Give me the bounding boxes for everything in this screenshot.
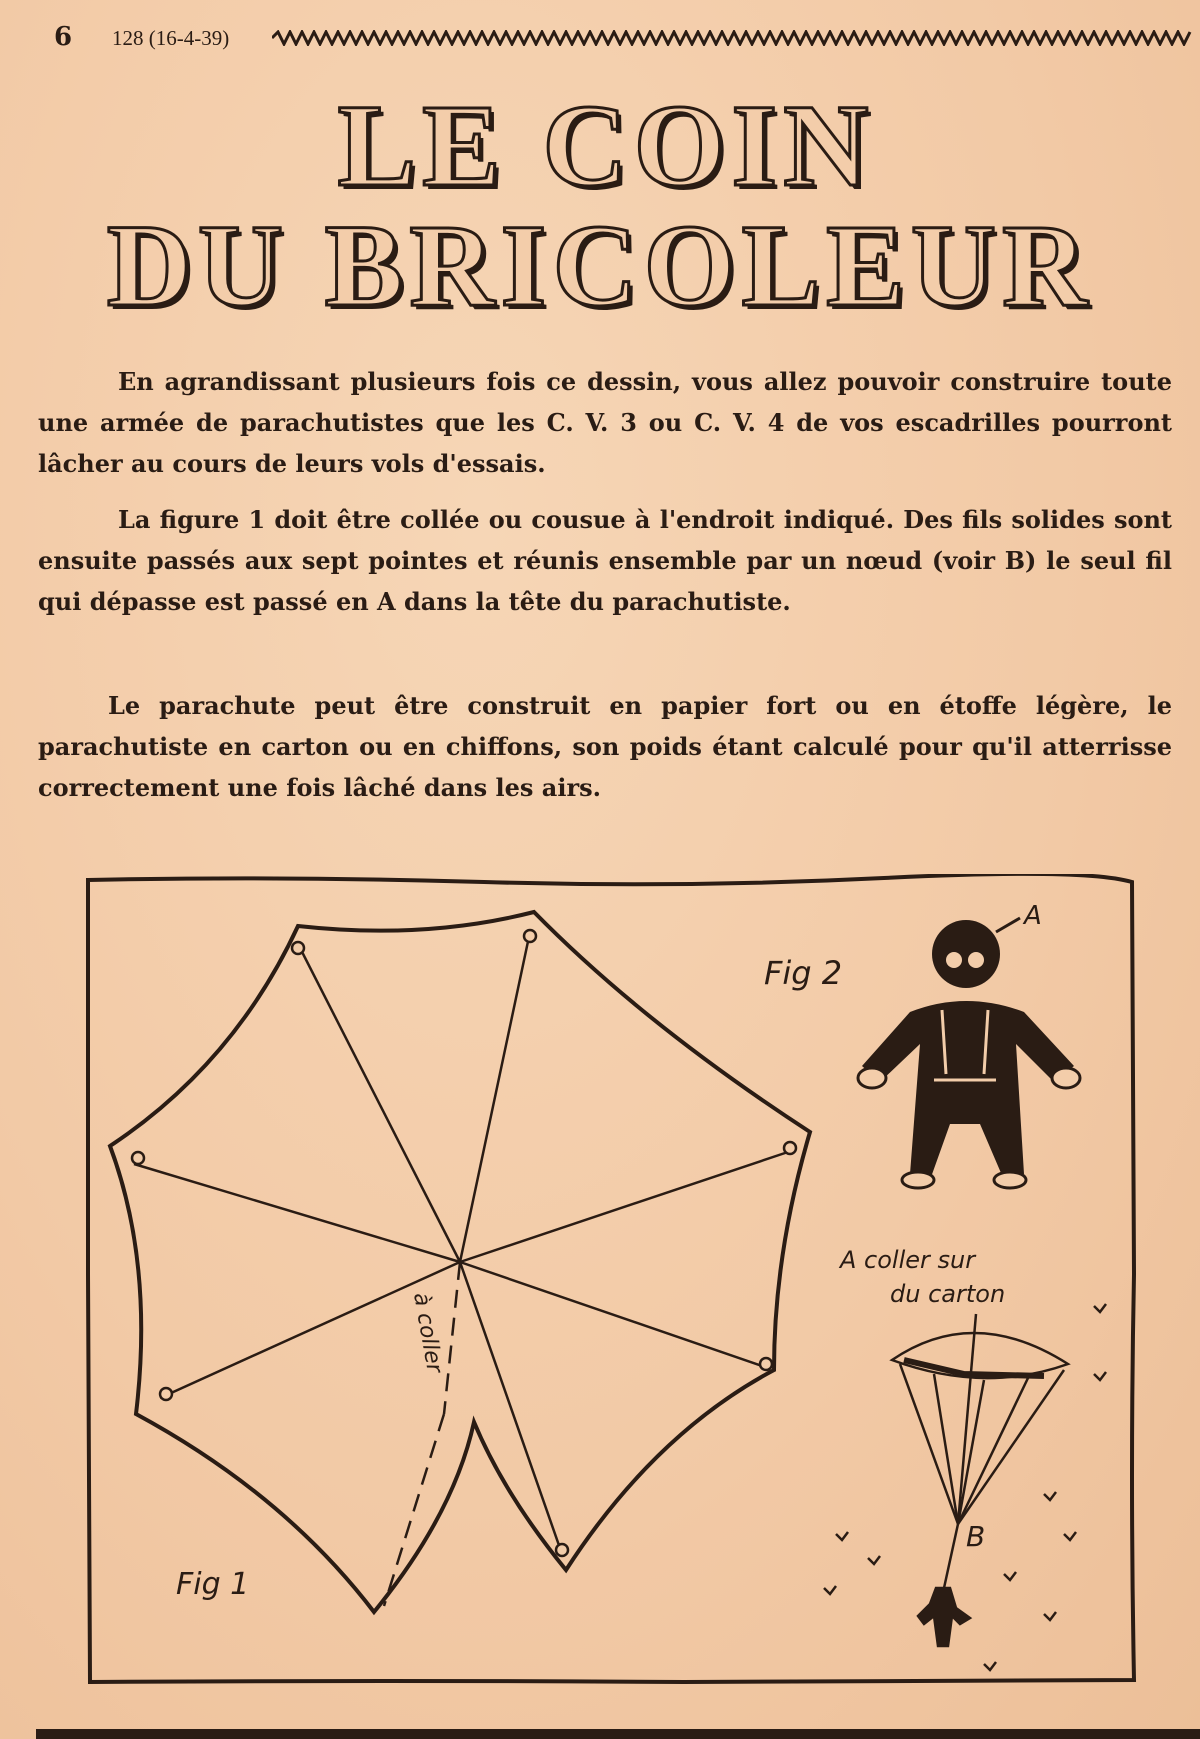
zigzag-rule xyxy=(272,30,1192,46)
bottom-rule xyxy=(36,1729,1200,1739)
descending-parachute xyxy=(824,1304,1106,1670)
paratrooper-figure xyxy=(858,920,1080,1188)
title-line-2: DU BRICOLEUR xyxy=(106,200,1094,331)
page-header xyxy=(34,20,1184,56)
point-a-label: A xyxy=(1024,901,1042,931)
note-line-1: A coller sur xyxy=(840,1246,976,1274)
page-number: 6 xyxy=(54,22,73,52)
parachute-illustration xyxy=(84,874,1138,1686)
note-line-2: du carton xyxy=(890,1280,1006,1308)
paragraph-2: La figure 1 doit être collée ou cousue à l'endroit indiqué. Des fils solides sont ensuite passés aux sept pointes et réunis ensemble par un nœud (voir B) le seul fil qui dépasse est passé en A dans la tête du parachutiste. xyxy=(38,505,1172,616)
title-line-1: LE COIN xyxy=(337,80,875,211)
point-a-arrow xyxy=(996,918,1020,932)
paragraph-1: En agrandissant plusieurs fois ce dessin, vous allez pouvoir construire toute une armée de parachutistes que les C. V. 3 ou C. V. 4 de vos escadrilles pourront lâcher au cours de leurs vols d'essais. xyxy=(38,367,1172,478)
paragraph-3: Le parachute peut être construit en papier fort ou en étoffe légère, le parachutiste en carton ou en chiffons, son poids étant calculé pour qu'il atterrisse correctement une fois lâché dans les airs. xyxy=(38,691,1172,802)
point-b-label: B xyxy=(966,1520,986,1553)
figure-frame xyxy=(88,874,1134,1682)
fig1-label: Fig 1 xyxy=(176,1567,250,1602)
fig2-label: Fig 2 xyxy=(764,954,843,992)
glue-label: à coller xyxy=(408,1290,447,1375)
canopy-pattern xyxy=(110,912,810,1612)
issue-info: 128 (16-4-39) xyxy=(112,26,230,50)
